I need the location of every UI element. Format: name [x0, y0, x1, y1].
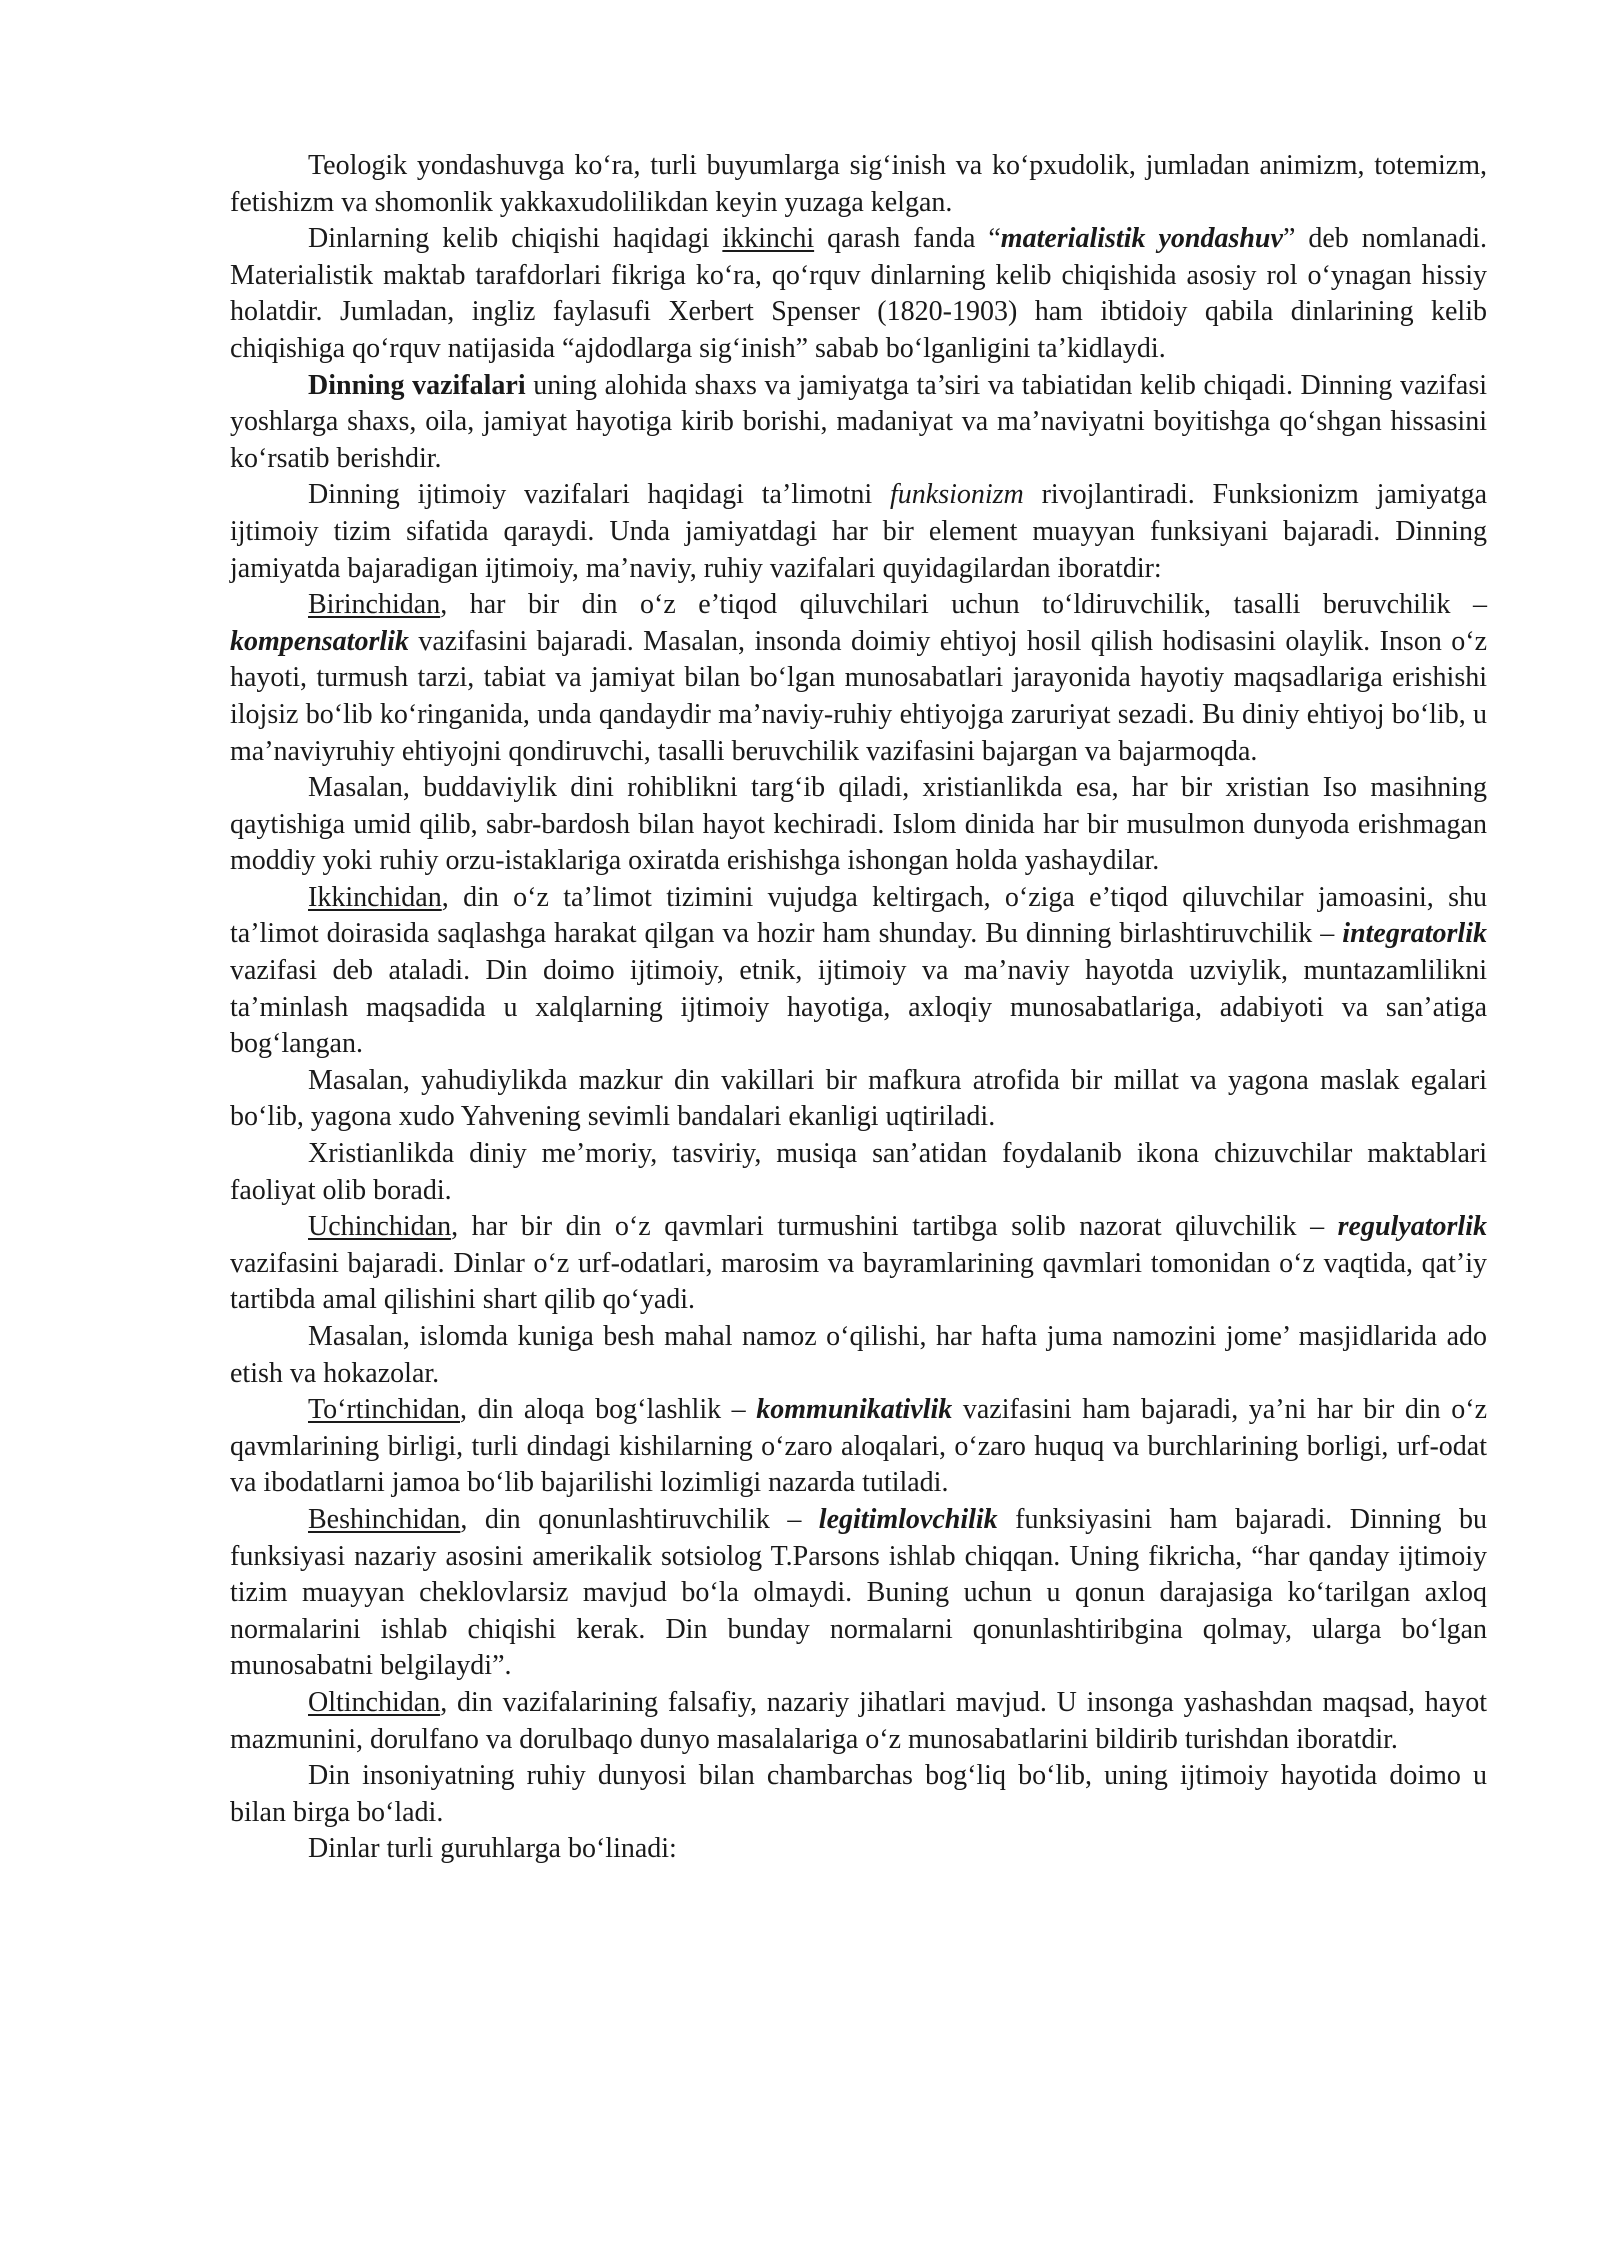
paragraph-4-text-b: rivojlantiradi. Funksionizm jamiyatga ijtimoiy tizim sifatida qaraydi. Unda jamiyatdagi har bir element muayyan funksiyani bajaradi. Dinning jamiyatda bajaradigan ijtimoiy, ma’naviy, ruhiy vazifalari quyidagilardan iboratdir: — [230, 479, 1487, 584]
paragraph-14 — [230, 1685, 1487, 1758]
paragraph-13-emphasis: legitimlovchilik — [818, 1503, 998, 1535]
paragraph-2 — [230, 221, 1487, 367]
paragraph-13-text-b: funksiyasini ham bajaradi. Dinning bu funksiyasi nazariy asosini amerikalik sotsiolog T.Parsons ishlab chiqqan. Uning fikricha, “har qanday ijtimoiy tizim muayyan cheklovlarsiz mavjud bo‘la olmaydi. Buning uchun u qonun darajasiga ko‘tarilgan axloq normalarini ishlab chiqishi kerak. Din bunday normalarni qonunlashtiribgina qolmay, ularga bo‘lgan munosabatni belgilaydi”. — [230, 1503, 1487, 1682]
paragraph-12-underlined: To‘rtinchidan — [308, 1394, 460, 1426]
paragraph-7-underlined: Ikkinchidan — [308, 881, 442, 913]
paragraph-2-text-a: Dinlarning kelib chiqishi haqidagi — [308, 223, 723, 255]
paragraph-16 — [230, 1831, 1487, 1868]
paragraph-2-text-b: qarash fanda “ — [814, 223, 1001, 255]
paragraph-8 — [230, 1063, 1487, 1136]
paragraph-4 — [230, 477, 1487, 587]
paragraph-10 — [230, 1209, 1487, 1319]
paragraph-10-text-b: vazifasini bajaradi. Dinlar o‘z urf-odatlari, marosim va bayramlarining qavmlari tomonidan o‘z vaqtida, qat’iy tartibda amal qilishini shart qilib qo‘yadi. — [230, 1247, 1487, 1316]
paragraph-11-text: Masalan, islomda kuniga besh mahal namoz o‘qilishi, har hafta juma namozini jome’ masjidlarida ado etish va hokazolar. — [230, 1321, 1487, 1389]
paragraph-1 — [230, 148, 1487, 221]
paragraph-9-text: Xristianlikda diniy me’moriy, tasviriy, musiqa san’atidan foydalanib ikona chizuvchilar maktablari faoliyat olib boradi. — [230, 1138, 1487, 1206]
paragraph-1-text: Teologik yondashuvga ko‘ra, turli buyumlarga sig‘inish va ko‘pxudolik, jumladan animizm, totemizm, fetishizm va shomonlik yakkaxudolilikdan keyin yuzaga kelgan. — [230, 150, 1487, 218]
paragraph-10-text-a: , har bir din o‘z qavmlari turmushini tartibga solib nazorat qiluvchilik – — [451, 1211, 1338, 1243]
paragraph-15 — [230, 1758, 1487, 1831]
paragraph-13 — [230, 1502, 1487, 1685]
paragraph-14-underlined: Oltinchidan — [308, 1686, 441, 1718]
paragraph-3-text-a: uning alohida shaxs va jamiyatga ta’siri va tabiatidan kelib chiqadi. Dinning vazifasi yoshlarga shaxs, oila, jamiyat hayotiga kirib borishi, madaniyat va ma’naviyatni boyitishga qo‘shgan hissasini ko‘rsatib berishdir. — [230, 369, 1488, 474]
paragraph-12-emphasis: kommunikativlik — [756, 1394, 953, 1426]
paragraph-13-underlined: Beshinchidan — [308, 1503, 461, 1535]
paragraph-4-emphasis: funksionizm — [890, 479, 1024, 511]
paragraph-13-text-a: , din qonunlashtiruvchilik – — [460, 1503, 819, 1535]
paragraph-14-text-a: , din vazifalarining falsafiy, nazariy jihatlari mavjud. U insonga yashashdan maqsad, hayot mazmunini, dorulfano va dorulbaqo dunyo masalalariga o‘z munosabatlarini bildirib turishdan iboratdir. — [230, 1686, 1487, 1755]
paragraph-12-text-b: vazifasini ham bajaradi, ya’ni har bir din o‘z qavmlarining birligi, turli dindagi kishilarning o‘zaro aloqalari, o‘zaro huquq va burchlarining borligi, urf-odat va ibodatlarni jamoa bo‘lib bajarilishi lozimligi nazarda tutiladi. — [230, 1394, 1487, 1499]
paragraph-6-text: Masalan, buddaviylik dini rohiblikni targ‘ib qiladi, xristianlikda esa, har bir xristian Iso masihning qaytishiga umid qilib, sabr-bardosh bilan hayot kechiradi. Islom dinida har bir musulmon dunyoda erishmagan moddiy yoki ruhiy orzu-istaklariga oxiratda erishishga ishongan holda yashaydilar. — [230, 772, 1487, 877]
paragraph-12 — [230, 1392, 1487, 1502]
paragraph-3-bold: Dinning vazifalari — [308, 369, 526, 401]
paragraph-11 — [230, 1319, 1487, 1392]
paragraph-6 — [230, 770, 1487, 880]
paragraph-5-emphasis: kompensatorlik — [230, 625, 409, 657]
paragraph-2-emphasis: materialistik yondashuv — [1000, 223, 1283, 255]
paragraph-4-text-a: Dinning ijtimoiy vazifalari haqidagi ta’limotni — [308, 479, 890, 511]
paragraph-10-underlined: Uchinchidan — [308, 1211, 452, 1243]
paragraph-16-text: Dinlar turli guruhlarga bo‘linadi: — [308, 1833, 677, 1865]
paragraph-3 — [230, 368, 1487, 478]
paragraph-7-text-b: vazifasi deb ataladi. Din doimo ijtimoiy, etnik, ijtimoiy va ma’naviy hayotda uzviylik, muntazamlilikni ta’minlash maqsadida u xalqlarning ijtimoiy hayotiga, axloqiy munosabatlariga, adabiyoti va san’atiga bog‘langan. — [230, 955, 1487, 1060]
paragraph-2-underlined: ikkinchi — [722, 223, 815, 255]
paragraph-5-text-b: vazifasini bajaradi. Masalan, insonda doimiy ehtiyoj hosil qilish hodisasini olaylik. Inson o‘z hayoti, turmush tarzi, tabiat va jamiyat bilan bo‘lgan munosabatlari jarayonida hayotiy maqsadlariga erishishi ilojsiz bo‘lib ko‘ringanida, unda qandaydir ma’naviy-ruhiy ehtiyojga zaruriyat sezadi. Bu diniy ehtiyoj bo‘lib, u ma’naviyruhiy ehtiyojni qondiruvchi, tasalli beruvchilik vazifasini bajargan va bajarmoqda. — [230, 625, 1487, 767]
paragraph-12-text-a: , din aloqa bog‘lashlik – — [460, 1394, 757, 1426]
paragraph-2-text-c: ” deb nomlanadi. Materialistik maktab tarafdorlari fikriga ko‘ra, qo‘rquv dinlarning kelib chiqishida asosiy rol o‘ynagan hissiy holatdir. Jumladan, ingliz faylasufi Xerbert Spenser (1820-1903) ham ibtidoiy qabila dinlarining kelib chiqishiga qo‘rquv natijasida “ajdodlarga sig‘inish” sabab bo‘lganligini ta’kidlaydi. — [230, 223, 1487, 364]
paragraph-10-emphasis: regulyatorlik — [1337, 1211, 1487, 1243]
paragraph-5-underlined: Birinchidan — [308, 589, 441, 621]
paragraph-9 — [230, 1136, 1487, 1209]
paragraph-7 — [230, 880, 1487, 1063]
paragraph-15-text: Din insoniyatning ruhiy dunyosi bilan chambarchas bog‘liq bo‘lib, uning ijtimoiy hayotida doimo u bilan birga bo‘ladi. — [230, 1760, 1487, 1828]
paragraph-7-emphasis: integratorlik — [1342, 918, 1487, 950]
paragraph-5 — [230, 587, 1487, 770]
paragraph-7-text-a: , din o‘z ta’limot tizimini vujudga keltirgach, o‘ziga e’tiqod qiluvchilar jamoasini, shu ta’limot doirasida saqlashga harakat qilgan va hozir ham shunday. Bu dinning birlashtiruvchilik – — [230, 881, 1487, 950]
paragraph-5-text-a: , har bir din o‘z e’tiqod qiluvchilari uchun to‘ldiruvchilik, tasalli beruvchilik – — [440, 589, 1487, 621]
paragraph-8-text: Masalan, yahudiylikda mazkur din vakillari bir mafkura atrofida bir millat va yagona maslak egalari bo‘lib, yagona xudo Yahvening sevimli bandalari ekanligi uqtiriladi. — [230, 1064, 1487, 1133]
